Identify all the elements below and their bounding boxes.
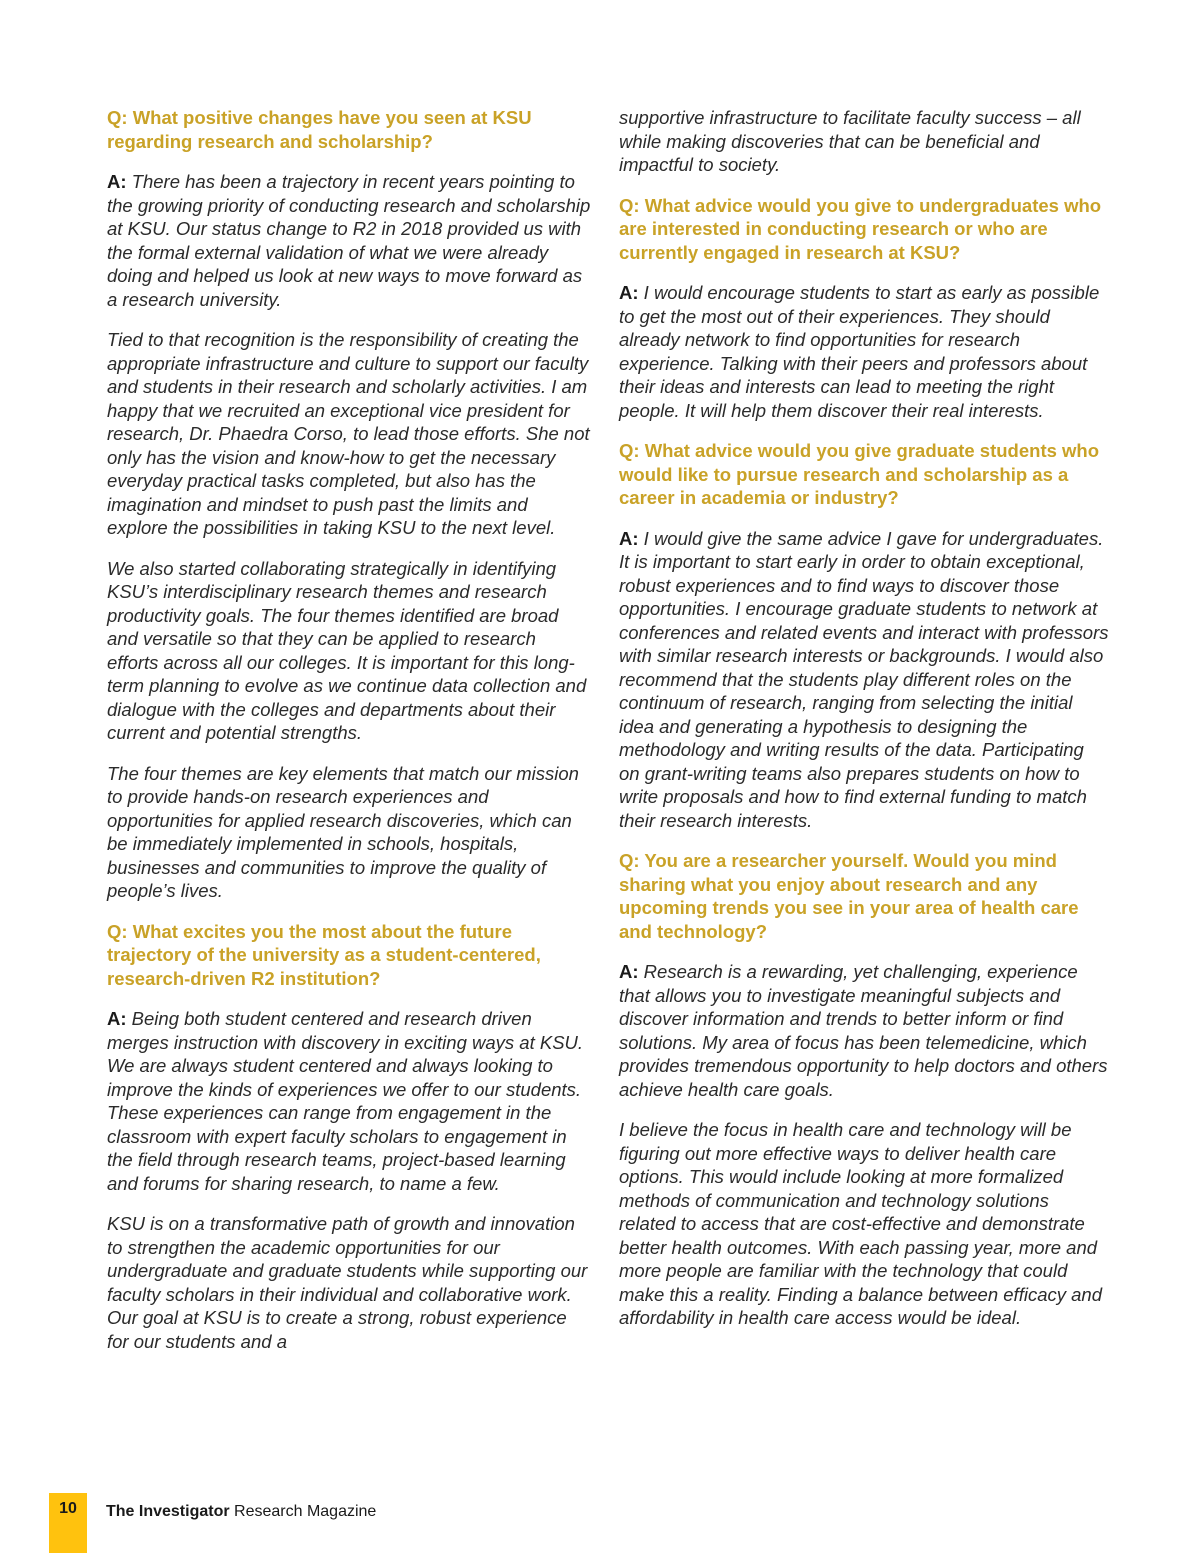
answer-marker: A: bbox=[107, 1008, 127, 1029]
answer-text: I would give the same advice I gave for undergraduates. It is important to start early in order to obtain exceptional, robust experiences and to find ways to discover those opportunities. I encourage graduate students to network at conferences and related events and interact with professors with similar research interests or backgrounds. I would also recommend that the students play different roles on the continuum of research, ranging from selecting the initial idea and generating a hypothesis to designing the methodology and writing results of the data. Participating on grant-writing teams also prepares students on how to write proposals and how to find external funding to match their research interests. bbox=[619, 527, 1109, 831]
magazine-suffix: Research Magazine bbox=[229, 1503, 377, 1520]
page-number: 10 bbox=[59, 1500, 77, 1517]
question-positive-changes: Q: What positive changes have you seen at KSU regarding research and scholarship? bbox=[107, 107, 532, 152]
magazine-brand: The Investigator bbox=[106, 1503, 230, 1520]
question-future-trajectory: Q: What excites you the most about the future trajectory of the university as a student-centered, research-driven R2 institution? bbox=[107, 920, 541, 989]
answer-marker: A: bbox=[107, 171, 127, 192]
answer-text: I would encourage students to start as early as possible to get the most out of their experiences. They should already network to find opportunities for research experience. Talking with their peers and professors about their ideas and interests can lead to meeting the right people. It will help them discover their real interests. bbox=[619, 282, 1100, 421]
answer-health-care-research bbox=[619, 960, 1109, 1101]
question-graduate-advice: Q: What advice would you give graduate students who would like to pursue research and scholarship as a career in academia or industry? bbox=[619, 440, 1100, 508]
paragraph-health-care-focus: I believe the focus in health care and technology will be figuring out more effective ways to deliver health care options. This would include looking at more formalized methods of communication and technology solutions related to access that are cost-effective and demonstrate better health outcomes. With each passing year, more and more people are familiar with the technology that could make this a reality. Finding a balance between efficacy and affordability in health care access would be ideal. bbox=[619, 1119, 1102, 1328]
question-undergraduate-advice: Q: What advice would you give to undergraduates who are interested in conducting research or who are currently engaged in research at KSU? bbox=[619, 194, 1102, 263]
answer-text: Research is a rewarding, yet challenging, experience that allows you to investigate meaningful subjects and discover information and trends to better inform or find solutions. My area of focus has been telemedicine, which provides tremendous opportunity to help doctors and others achieve health care goals. bbox=[619, 961, 1108, 1100]
left-column bbox=[107, 106, 592, 1370]
paragraph-research-themes: We also started collaborating strategically in identifying KSU’s interdisciplinary research themes and research productivity goals. The four themes identified are broad and versatile so that they can be applied to research efforts across all our colleges. It is important for this long-term planning to evolve as we continue data collection and dialogue with the colleges and departments about their current and potential strengths. bbox=[107, 557, 587, 743]
paragraph-four-themes: The four themes are key elements that match our mission to provide hands-on research experiences and opportunities for applied research discoveries, which can be immediately implemented in schools, hospitals, businesses and communities to improve the quality of people’s lives. bbox=[107, 762, 579, 901]
answer-marker: A: bbox=[619, 527, 639, 549]
answer-marker: A: bbox=[619, 282, 639, 303]
answer-marker: A: bbox=[619, 961, 639, 982]
magazine-title bbox=[106, 1503, 376, 1521]
answer-future-trajectory bbox=[107, 1007, 592, 1195]
paragraph-infrastructure: Tied to that recognition is the responsibility of creating the appropriate infrastructure and culture to support our faculty and students in their research and scholarly activities. I am happy that we recruited an exceptional vice president for research, Dr. Phaedra Corso, to lead those efforts. She not only has the vision and know-how to get the necessary everyday practical tasks completed, but also has the imagination and mindset to push past the limits and explore the possibilities in taking KSU to the next level. bbox=[107, 329, 590, 538]
right-column bbox=[619, 106, 1109, 1347]
answer-graduate-advice bbox=[619, 527, 1109, 833]
answer-undergraduate-advice bbox=[619, 281, 1109, 422]
answer-positive-changes bbox=[107, 170, 592, 311]
paragraph-continuation: supportive infrastructure to facilitate faculty success – all while making discoveries that can be beneficial and impactful to society. bbox=[619, 107, 1081, 175]
question-health-care-research: Q: You are a researcher yourself. Would you mind sharing what you enjoy about research and any upcoming trends you see in your area of health care and technology? bbox=[619, 850, 1079, 942]
answer-text: Being both student centered and research driven merges instruction with discovery in exciting ways at KSU. We are always student centered and always looking to improve the kinds of experiences we offer to our students. These experiences can range from engagement in the classroom with expert faculty scholars to engagement in the field through research teams, project-based learning and forums for sharing research, to name a few. bbox=[107, 1008, 584, 1194]
paragraph-transformative-path: KSU is on a transformative path of growth and innovation to strengthen the academic opportunities for our undergraduate and graduate students while supporting our faculty scholars in their individual and collaborative work. Our goal at KSU is to create a strong, robust experience for our students and a bbox=[107, 1213, 588, 1352]
answer-text: There has been a trajectory in recent years pointing to the growing priority of conducting research and scholarship at KSU. Our status change to R2 in 2018 provided us with the formal external validation of what we were already doing and helped us look at new ways to move forward as a research university. bbox=[107, 171, 591, 310]
